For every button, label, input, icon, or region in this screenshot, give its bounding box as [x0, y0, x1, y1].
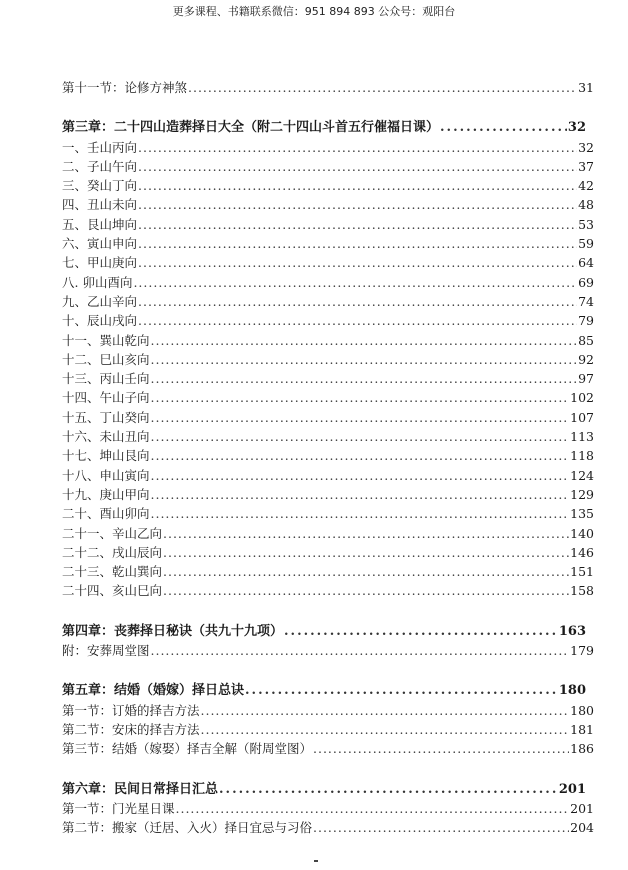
toc-entry[interactable] — [62, 818, 594, 837]
toc-entry[interactable] — [62, 581, 594, 600]
toc-entry[interactable] — [62, 388, 594, 407]
toc-entry-page: 140 — [570, 525, 594, 541]
toc-entry-title: 十一、巽山乾向 — [62, 332, 150, 348]
toc-entry-page: 129 — [570, 486, 594, 502]
dot-leader — [151, 427, 570, 446]
chapter-title: 第四章：丧葬择日秘诀（共九十九项） — [62, 623, 284, 639]
dot-leader — [138, 176, 577, 195]
toc-chapter-4[interactable] — [62, 622, 594, 641]
chapter-6-items — [62, 799, 594, 838]
toc-entry-page: 146 — [570, 544, 594, 560]
toc-entry-page: 32 — [578, 139, 594, 155]
dot-leader — [151, 388, 570, 407]
toc-entry[interactable] — [62, 292, 594, 311]
toc-entry-title: 十九、庚山甲向 — [62, 486, 150, 502]
toc-entry-page: 113 — [570, 429, 594, 445]
toc-entry[interactable] — [62, 427, 594, 446]
toc-entry-title: 十八、申山寅向 — [62, 467, 150, 483]
dot-leader — [138, 215, 577, 234]
toc-entry-page: 64 — [578, 255, 594, 271]
toc-entry-title: 十七、坤山艮向 — [62, 448, 150, 464]
toc-entry[interactable] — [62, 176, 594, 195]
toc-entry[interactable] — [62, 138, 594, 157]
dot-leader — [163, 524, 569, 543]
toc-entry[interactable] — [62, 720, 594, 739]
dot-leader — [201, 720, 570, 739]
toc-entry[interactable] — [62, 485, 594, 504]
toc-entry-page: 74 — [578, 293, 594, 309]
toc-entry-page: 48 — [578, 197, 594, 213]
toc-entry[interactable] — [62, 408, 594, 427]
toc-entry[interactable] — [62, 701, 594, 720]
dot-leader — [151, 466, 570, 485]
toc-entry-page: 97 — [578, 371, 594, 387]
chapter-title: 第五章：结婚（婚嫁）择日总诀 — [62, 683, 245, 699]
toc-entry-title: 二十三、乾山巽向 — [62, 564, 163, 580]
toc-entry[interactable] — [62, 524, 594, 543]
toc-entry-title: 一、壬山丙向 — [62, 139, 138, 155]
toc-entry[interactable] — [62, 369, 594, 388]
toc-entry-page: 42 — [578, 178, 594, 194]
dot-leader — [151, 504, 570, 523]
toc-entry-title: 六、寅山申向 — [62, 236, 138, 252]
toc-entry-title: 八. 卯山酉向 — [62, 274, 133, 290]
dot-leader — [151, 446, 570, 465]
toc-entry-title: 附：安葬周堂图 — [62, 643, 150, 659]
dot-leader — [245, 681, 558, 700]
toc-entry-page: 59 — [578, 236, 594, 252]
dot-leader — [151, 350, 578, 369]
toc-entry-title: 第二节：安床的择吉方法 — [62, 721, 200, 737]
toc-entry[interactable] — [62, 311, 594, 330]
dot-leader — [138, 253, 577, 272]
toc-entry-title: 第一节：门光星日课 — [62, 800, 175, 816]
toc-entry-sec11[interactable] — [62, 78, 594, 97]
toc-entry[interactable] — [62, 234, 594, 253]
dot-leader — [176, 799, 570, 818]
dot-leader — [138, 234, 577, 253]
toc-entry-title: 十四、午山子向 — [62, 390, 150, 406]
dot-leader — [163, 562, 569, 581]
table-of-contents — [62, 78, 594, 837]
toc-entry[interactable] — [62, 350, 594, 369]
dot-leader — [201, 701, 570, 720]
toc-entry-title: 二十四、亥山巳向 — [62, 583, 163, 599]
toc-entry[interactable] — [62, 543, 594, 562]
dot-leader — [138, 311, 577, 330]
toc-entry[interactable] — [62, 253, 594, 272]
dot-leader — [138, 138, 577, 157]
toc-entry-title: 七、甲山庚向 — [62, 255, 138, 271]
dot-leader — [284, 622, 558, 641]
toc-entry[interactable] — [62, 466, 594, 485]
dot-leader — [138, 195, 577, 214]
toc-entry-title: 十三、丙山壬向 — [62, 371, 150, 387]
toc-entry-page: 151 — [570, 564, 594, 580]
toc-entry-title: 三、癸山丁向 — [62, 178, 138, 194]
toc-entry-title: 二十一、辛山乙向 — [62, 525, 163, 541]
dot-leader — [151, 641, 570, 660]
toc-entry-page: 179 — [570, 643, 594, 659]
dot-leader — [188, 78, 577, 97]
toc-entry-title: 九、乙山辛向 — [62, 293, 138, 309]
toc-entry-page: 69 — [578, 274, 594, 290]
dot-leader — [151, 408, 570, 427]
dot-leader — [219, 780, 558, 799]
dot-leader — [138, 292, 577, 311]
chapter-page: 163 — [558, 623, 586, 639]
toc-entry-title: 十六、未山丑向 — [62, 429, 150, 445]
chapter-5-items — [62, 701, 594, 759]
toc-entry-title: 十、辰山戌向 — [62, 313, 138, 329]
dot-leader — [313, 739, 569, 758]
toc-entry-title: 二十、酉山卯向 — [62, 506, 150, 522]
chapter-title: 第三章：二十四山造葬择日大全（附二十四山斗首五行催福日课） — [62, 120, 440, 136]
page-mark — [314, 860, 318, 862]
page-header: 更多课程、书籍联系微信：951 894 893 公众号：观阳台 — [172, 5, 456, 18]
toc-entry-page: 186 — [570, 741, 594, 757]
toc-entry-page: 158 — [570, 583, 594, 599]
toc-entry-page: 53 — [578, 216, 594, 232]
toc-entry[interactable] — [62, 799, 594, 818]
toc-entry-page: 180 — [570, 702, 594, 718]
dot-leader — [133, 273, 577, 292]
dot-leader — [151, 369, 578, 388]
toc-entry-title: 五、艮山坤向 — [62, 216, 138, 232]
toc-entry-page: 92 — [578, 351, 594, 367]
chapter-4-items — [62, 641, 594, 660]
toc-entry-title: 第一节：订婚的择吉方法 — [62, 702, 200, 718]
toc-entry-page: 124 — [570, 467, 594, 483]
toc-entry-page: 102 — [570, 390, 594, 406]
toc-entry-page: 79 — [578, 313, 594, 329]
toc-entry[interactable] — [62, 331, 594, 350]
toc-entry[interactable] — [62, 641, 594, 660]
toc-entry-title: 第二节：搬家（迁居、入火）择日宜忌与习俗 — [62, 820, 313, 836]
dot-leader — [151, 485, 570, 504]
toc-entry[interactable] — [62, 446, 594, 465]
dot-leader — [313, 818, 569, 837]
toc-chapter-3[interactable] — [62, 118, 594, 137]
toc-entry-title: 二、子山午向 — [62, 158, 138, 174]
toc-entry-page: 107 — [570, 409, 594, 425]
toc-entry[interactable] — [62, 273, 594, 292]
toc-chapter-5[interactable] — [62, 681, 594, 700]
dot-leader — [151, 331, 578, 350]
toc-entry-page: 201 — [570, 800, 594, 816]
toc-entry-title: 十二、巳山亥向 — [62, 351, 150, 367]
toc-entry-title: 十五、丁山癸向 — [62, 409, 150, 425]
dot-leader — [138, 157, 577, 176]
dot-leader — [163, 543, 569, 562]
toc-entry-title: 四、丑山未向 — [62, 197, 138, 213]
chapter-page: 32 — [567, 120, 586, 136]
toc-entry-page: 118 — [570, 448, 594, 464]
toc-chapter-6[interactable] — [62, 780, 594, 799]
chapter-page: 180 — [558, 683, 586, 699]
toc-entry-page: 204 — [570, 820, 594, 836]
toc-entry-page: 181 — [570, 721, 594, 737]
toc-entry[interactable] — [62, 157, 594, 176]
toc-entry[interactable] — [62, 504, 594, 523]
toc-entry[interactable] — [62, 195, 594, 214]
chapter-page: 201 — [558, 781, 586, 797]
toc-entry-page: 31 — [578, 80, 594, 95]
toc-entry[interactable] — [62, 215, 594, 234]
toc-entry[interactable] — [62, 739, 594, 758]
toc-entry-title: 二十二、戌山辰向 — [62, 544, 163, 560]
toc-entry-title: 第十一节：论修方神煞 — [62, 80, 188, 95]
toc-entry-page: 85 — [578, 332, 594, 348]
chapter-3-items — [62, 138, 594, 601]
dot-leader — [163, 581, 569, 600]
chapter-title: 第六章：民间日常择日汇总 — [62, 781, 219, 797]
toc-entry-page: 37 — [578, 158, 594, 174]
dot-leader — [440, 118, 567, 137]
toc-entry-title: 第三节：结婚（嫁娶）择吉全解（附周堂图） — [62, 741, 313, 757]
toc-entry-page: 135 — [570, 506, 594, 522]
toc-entry[interactable] — [62, 562, 594, 581]
